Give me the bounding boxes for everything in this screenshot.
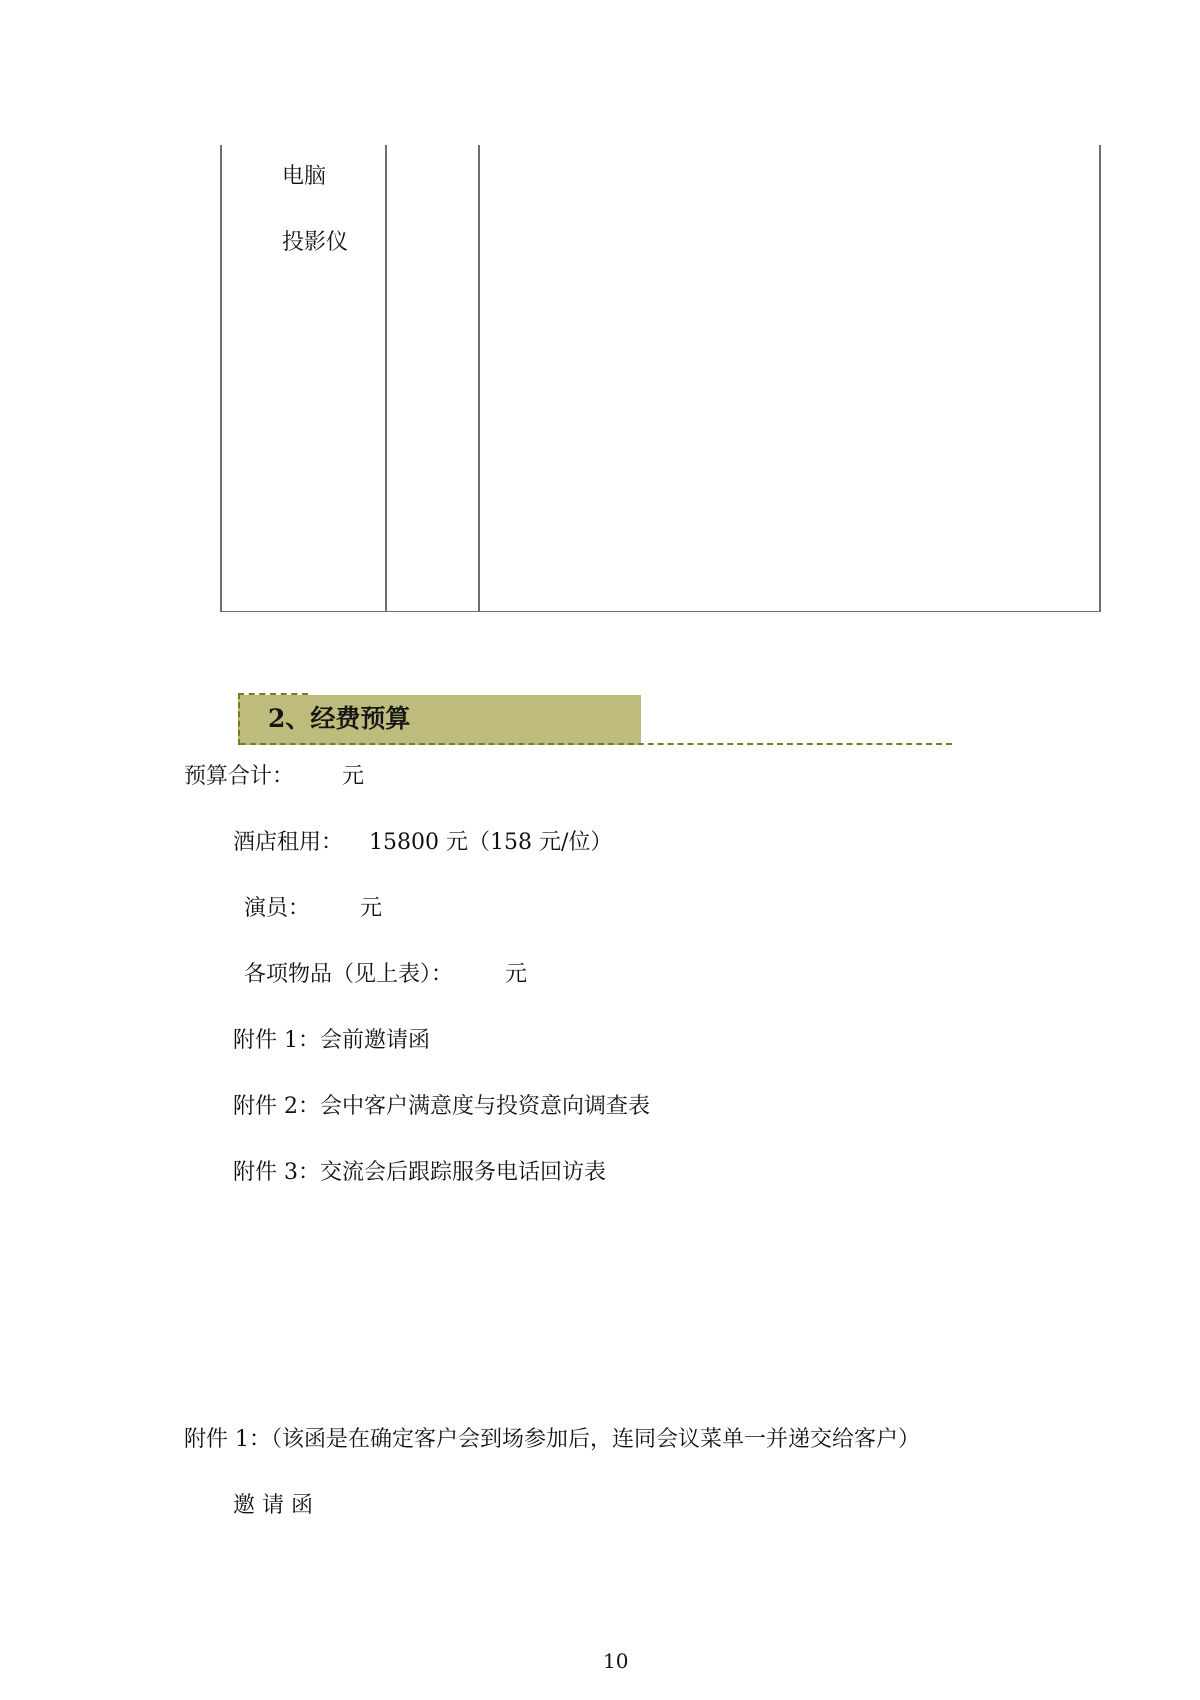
hotel-rental-value: 15800 元（158 元/位）: [369, 830, 613, 855]
items-unit: 元: [505, 962, 528, 987]
table-cell-item: 电脑: [282, 164, 327, 189]
budget-total-line: [184, 762, 364, 792]
table-border-bottom: [220, 611, 1101, 613]
table-column-divider: [385, 145, 387, 612]
items-label: 各项物品（见上表）：: [244, 962, 454, 987]
actor-line: [244, 894, 382, 924]
table-border-right: [1099, 145, 1101, 612]
actor-unit: 元: [360, 896, 383, 921]
attachment-item: 附件 3：交流会后跟踪服务电话回访表: [233, 1160, 606, 1185]
attachment-item: 附件 1：会前邀请函: [233, 1028, 430, 1053]
page-number: 10: [603, 1649, 629, 1673]
equipment-table: [220, 145, 1100, 612]
items-line: [244, 960, 527, 990]
attachment-item: 附件 2：会中客户满意度与投资意向调查表: [233, 1094, 650, 1119]
table-border-left: [220, 145, 222, 612]
attachment-note: 附件 1：（该函是在确定客户会到场参加后，连同会议菜单一并递交给客户）: [184, 1427, 920, 1452]
budget-total-label: 预算合计：: [184, 764, 295, 789]
actor-label: 演员：: [244, 896, 311, 921]
invitation-title: 邀 请 函: [233, 1493, 313, 1518]
section-heading: 2、经费预算: [268, 704, 411, 733]
table-column-divider: [478, 145, 480, 612]
section-heading-underline: [240, 743, 952, 745]
budget-total-unit: 元: [342, 764, 365, 789]
hotel-rental-label: 酒店租用：: [233, 830, 344, 855]
hotel-rental-line: [233, 828, 612, 858]
table-cell-item: 投影仪: [282, 230, 349, 255]
